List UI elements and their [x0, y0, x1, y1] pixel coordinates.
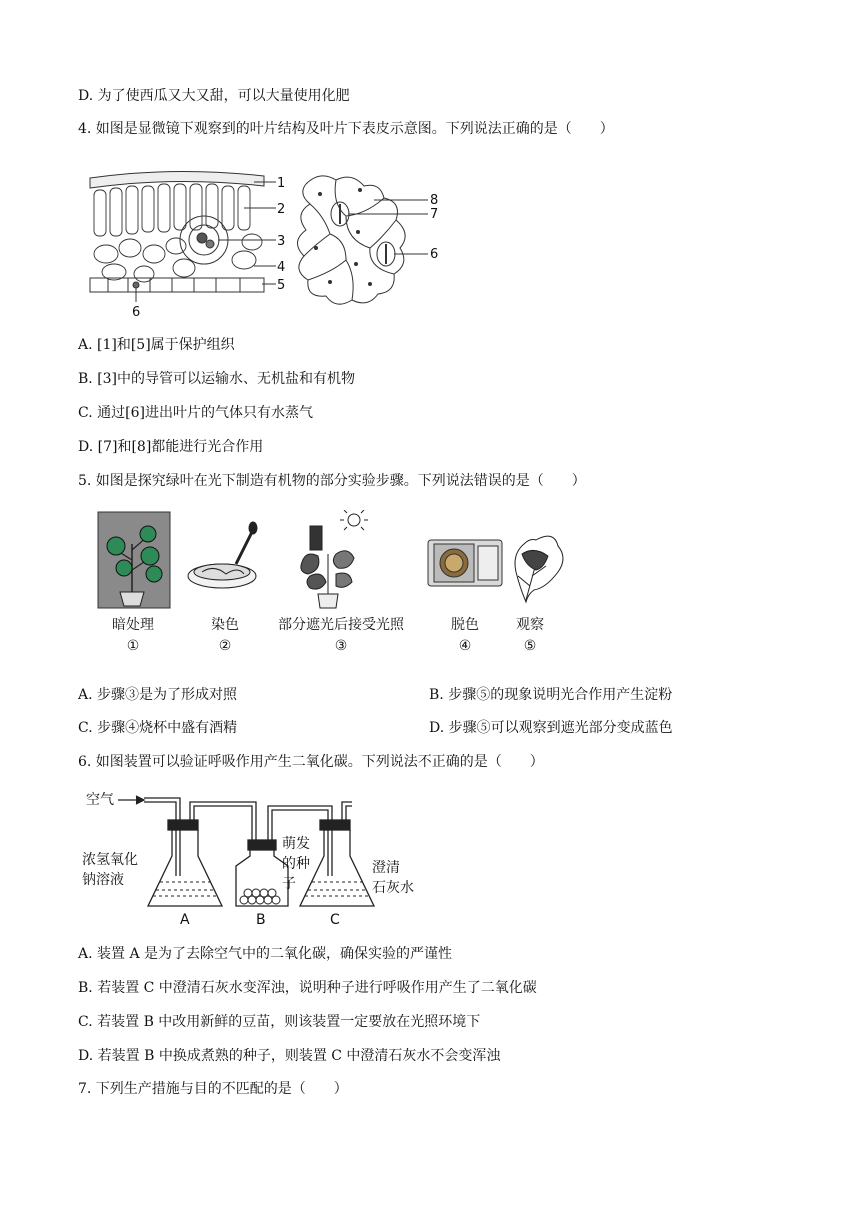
label-6-epidermis: 6 [430, 247, 439, 262]
bottle-b-label: B [256, 912, 266, 928]
q5-option-b: B. 步骤⑤的现象说明光合作用产生淀粉 [429, 687, 673, 703]
staining-image [188, 522, 257, 588]
step-1-number: ① [126, 638, 140, 654]
label-7: 7 [430, 207, 439, 222]
seed-label-line1: 萌发 [282, 836, 310, 852]
naoh-label-line1: 浓氢氧化 [82, 852, 138, 868]
leaf-structure-figure [84, 164, 454, 320]
step-5-number: ⑤ [523, 638, 537, 654]
seed-label-line2: 的种 [282, 856, 310, 872]
step-5-caption: 观察 [516, 617, 544, 633]
q5-option-c: C. 步骤④烧杯中盛有酒精 [78, 720, 238, 736]
step-2-caption: 染色 [211, 617, 239, 633]
flask-a-label: A [180, 912, 190, 928]
step-4-number: ④ [458, 638, 472, 654]
label-6-cross: 6 [132, 305, 141, 320]
q4-option-b: B. [3]中的导管可以运输水、无机盐和有机物 [78, 371, 356, 387]
label-8: 8 [430, 193, 439, 208]
leaf-cross-section [90, 171, 276, 302]
observe-image [515, 536, 563, 602]
q5-option-a: A. 步骤③是为了形成对照 [78, 687, 238, 703]
q3-option-d: D. 为了使西瓜又大又甜，可以大量使用化肥 [78, 88, 350, 104]
label-1: 1 [277, 176, 286, 191]
experiment-steps-figure [96, 510, 566, 612]
step-3-number: ③ [334, 638, 348, 654]
q4-option-c: C. 通过[6]进出叶片的气体只有水蒸气 [78, 405, 313, 421]
lower-epidermis [297, 176, 428, 304]
label-4: 4 [277, 260, 286, 275]
air-label: 空气 [86, 792, 114, 808]
q7-stem: 7. 下列生产措施与目的不匹配的是（ ） [78, 1081, 348, 1097]
step-3-caption: 部分遮光后接受光照 [278, 617, 404, 633]
q6-option-c: C. 若装置 B 中改用新鲜的豆苗，则该装置一定要放在光照环境下 [78, 1014, 481, 1030]
respiration-apparatus-figure [80, 786, 440, 928]
apparatus-drawing [118, 796, 374, 906]
q5-option-d: D. 步骤⑤可以观察到遮光部分变成蓝色 [429, 720, 673, 736]
q6-option-a: A. 装置 A 是为了去除空气中的二氧化碳，确保实验的严谨性 [78, 946, 453, 962]
step-1-caption: 暗处理 [112, 617, 154, 633]
decolorize-image [428, 540, 502, 586]
limewater-label-line1: 澄清 [372, 860, 400, 876]
label-3: 3 [277, 234, 286, 249]
label-2: 2 [277, 202, 286, 217]
q4-option-d: D. [7]和[8]都能进行光合作用 [78, 439, 264, 455]
step-2-number: ② [218, 638, 232, 654]
label-5: 5 [277, 278, 286, 293]
q6-option-b: B. 若装置 C 中澄清石灰水变浑浊，说明种子进行呼吸作用产生了二氧化碳 [78, 980, 537, 996]
flask-c-label: C [330, 912, 340, 928]
q4-stem: 4. 如图是显微镜下观察到的叶片结构及叶片下表皮示意图。下列说法正确的是（ ） [78, 121, 614, 137]
limewater-label-line2: 石灰水 [372, 880, 414, 896]
dark-treatment-image [98, 512, 170, 608]
naoh-label-line2: 钠溶液 [82, 872, 124, 888]
q6-option-d: D. 若装置 B 中换成煮熟的种子，则装置 C 中澄清石灰水不会变浑浊 [78, 1048, 501, 1064]
seed-label-line3: 子 [282, 876, 296, 892]
step-4-caption: 脱色 [451, 617, 479, 633]
q5-stem: 5. 如图是探究绿叶在光下制造有机物的部分实验步骤。下列说法错误的是（ ） [78, 473, 586, 489]
partial-shade-image [301, 510, 368, 608]
q6-stem: 6. 如图装置可以验证呼吸作用产生二氧化碳。下列说法不正确的是（ ） [78, 754, 544, 770]
q4-option-a: A. [1]和[5]属于保护组织 [78, 337, 235, 353]
